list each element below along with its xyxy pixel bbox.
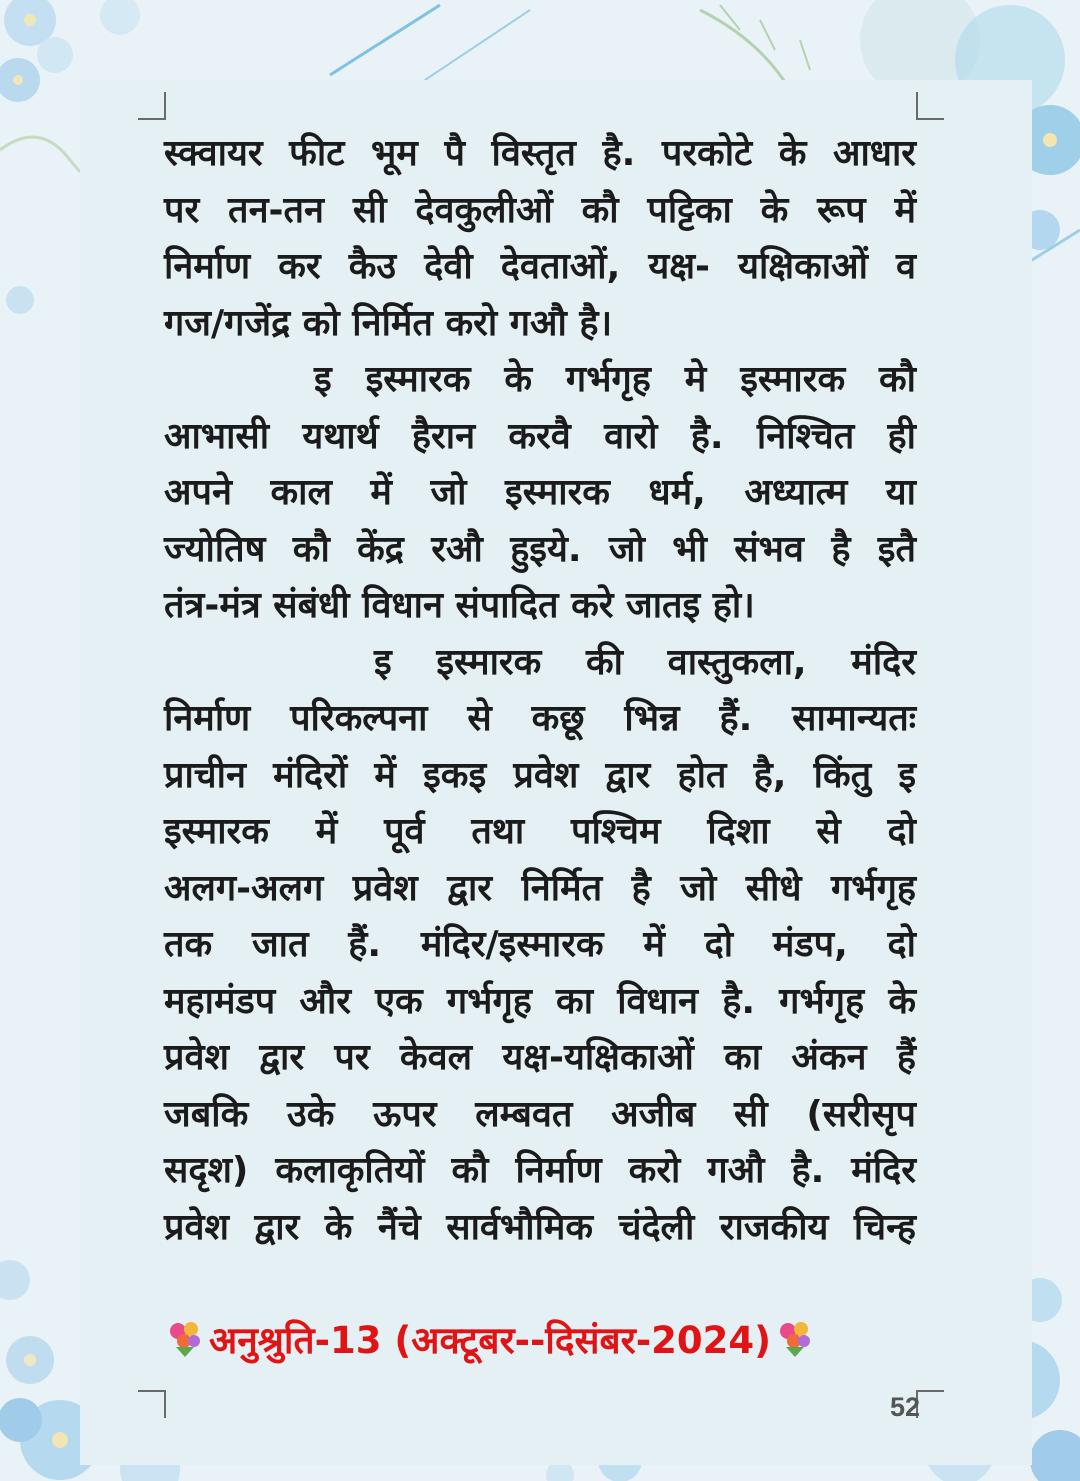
page-number: 52 [889, 1392, 920, 1422]
corner-mark-bottom-left [138, 1390, 166, 1418]
magazine-issue-title: अनुश्रुति-13 (अक्टूबर--दिसंबर-2024) [208, 1318, 772, 1362]
text-line: निर्माण परिकल्पना से कछू भिन्न हैं. सामान्यतः [164, 698, 916, 739]
corner-mark-top-left [138, 92, 166, 120]
text-line: जबकि उके ऊपर लम्बवत अजीब सी (सरीसृप [164, 1093, 916, 1135]
footer [164, 1306, 816, 1370]
text-line: अपने काल में जो इस्मारक धर्म, अध्यात्म या [164, 472, 916, 513]
text-line: महामंडप और एक गर्भगृह का विधान है. गर्भगृह के [164, 980, 916, 1022]
text-line: सदृश) कलाकृतियों कौ निर्माण करो गऔ है. मंदिर [164, 1150, 916, 1191]
paragraph-2 [164, 352, 916, 635]
corner-mark-bottom-right [916, 1390, 944, 1418]
text-line: इ इस्मारक के गर्भगृह मे इस्मारक कौ [314, 359, 916, 400]
text-line: गज/गजेंद्र को निर्मित करो गऔ है। [164, 302, 613, 344]
text-line: अलग-अलग प्रवेश द्वार निर्मित है जो सीधे गर्भगृह [164, 867, 916, 909]
body-text [164, 126, 916, 1256]
flower-cluster-left-icon [0, 286, 54, 1384]
text-line: तंत्र-मंत्र संबंधी विधान संपादित करे जातइ हो। [164, 585, 755, 626]
text-line: ज्योतिष कौ केंद्र रऔ हुइये. जो भी संभव है इतै [164, 528, 916, 570]
text-line: इस्मारक में पूर्व तथा पश्चिम दिशा से दो [164, 811, 916, 852]
corner-mark-top-right [916, 92, 944, 120]
decor-line [330, 5, 440, 75]
text-line: इ इस्मारक की वास्तुकला, मंदिर [374, 641, 916, 683]
flower-bouquet-icon [164, 1317, 206, 1359]
text-line: निर्माण कर कैउ देवी देवताओं, यक्ष- यक्षिकाओं व [164, 246, 916, 287]
paragraph-1 [164, 126, 916, 352]
paragraph-3 [164, 635, 916, 1257]
text-line: स्क्वायर फीट भूम पै विस्तृत है. परकोटे के आधार [164, 133, 916, 174]
text-line: पर तन-तन सी देवकुलीओं कौ पट्टिका के रूप में [164, 189, 916, 231]
text-line: प्राचीन मंदिरों में इकइ प्रवेश द्वार होत है, किंतु इ [164, 754, 916, 796]
text-line: प्रवेश द्वार के नैंचे सार्वभौमिक चंदेली राजकीय चिन्ह [164, 1206, 916, 1248]
text-line: प्रवेश द्वार पर केवल यक्ष-यक्षिकाओं का अंकन हैं [164, 1037, 916, 1078]
text-line: आभासी यथार्थ हैरान करवै वारो है. निश्चित ही [164, 415, 916, 457]
flower-bouquet-icon [774, 1317, 816, 1359]
text-line: तक जात हैं. मंदिर/इस्मारक में दो मंडप, दो [164, 924, 916, 965]
